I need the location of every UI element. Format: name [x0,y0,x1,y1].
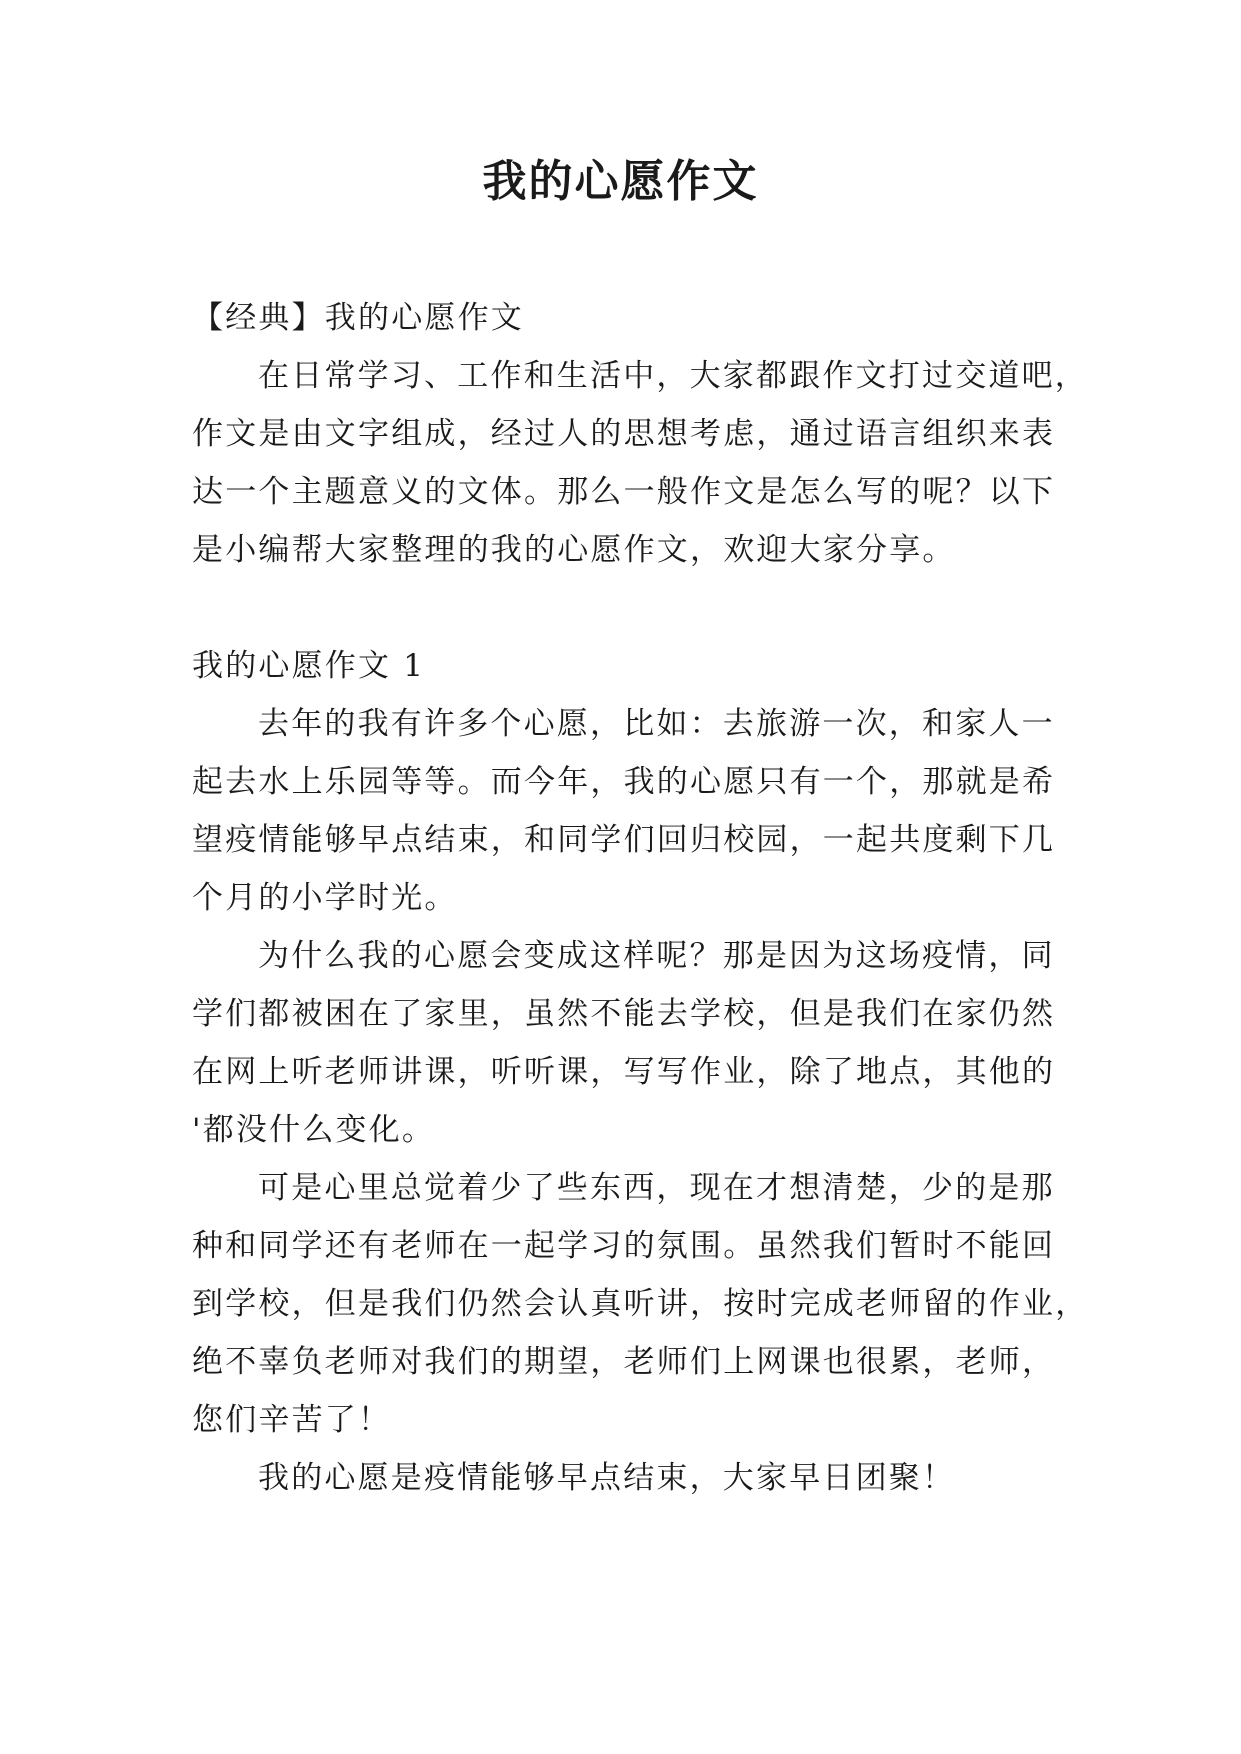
paragraph-line: 起去水上乐园等等。而今年，我的心愿只有一个，那就是希 [192,764,1056,800]
paragraph-line: 绝不辜负老师对我们的期望，老师们上网课也很累，老师， [192,1344,1056,1380]
paragraph-line: 个月的小学时光。 [192,880,458,916]
paragraph-line: 我的心愿是疫情能够早点结束，大家早日团聚！ [258,1460,956,1496]
subtitle-line: 【经典】我的心愿作文 [192,300,524,336]
paragraph-line: 到学校，但是我们仍然会认真听讲，按时完成老师留的作业， [192,1286,1089,1322]
paragraph-line: 可是心里总觉着少了些东西，现在才想清楚，少的是那 [258,1170,1055,1206]
paragraph-line: 达一个主题意义的文体。那么一般作文是怎么写的呢？以下 [192,474,1056,510]
document-title: 我的心愿作文 [482,156,759,207]
paragraph-line: 是小编帮大家整理的我的心愿作文，欢迎大家分享。 [192,532,956,568]
paragraph-line: 种和同学还有老师在一起学习的氛围。虽然我们暂时不能回 [192,1228,1056,1264]
paragraph-line: '都没什么变化。 [192,1112,436,1148]
paragraph-line: 去年的我有许多个心愿，比如：去旅游一次，和家人一 [258,706,1055,742]
paragraph-line: 为什么我的心愿会变成这样呢？那是因为这场疫情，同 [258,938,1055,974]
section-heading: 我的心愿作文 1 [192,648,426,684]
paragraph-line: 在日常学习、工作和生活中，大家都跟作文打过交道吧， [258,358,1088,394]
paragraph-line: 您们辛苦了！ [192,1402,392,1438]
paragraph-line: 在网上听老师讲课，听听课，写写作业，除了地点，其他的 [192,1054,1056,1090]
paragraph-line: 作文是由文字组成，经过人的思想考虑，通过语言组织来表 [192,416,1056,452]
paragraph-line: 望疫情能够早点结束，和同学们回归校园，一起共度剩下几 [192,822,1056,858]
document-body [192,289,1089,1507]
blank-line [192,579,1072,637]
paragraph-line: 学们都被困在了家里，虽然不能去学校，但是我们在家仍然 [192,996,1056,1032]
